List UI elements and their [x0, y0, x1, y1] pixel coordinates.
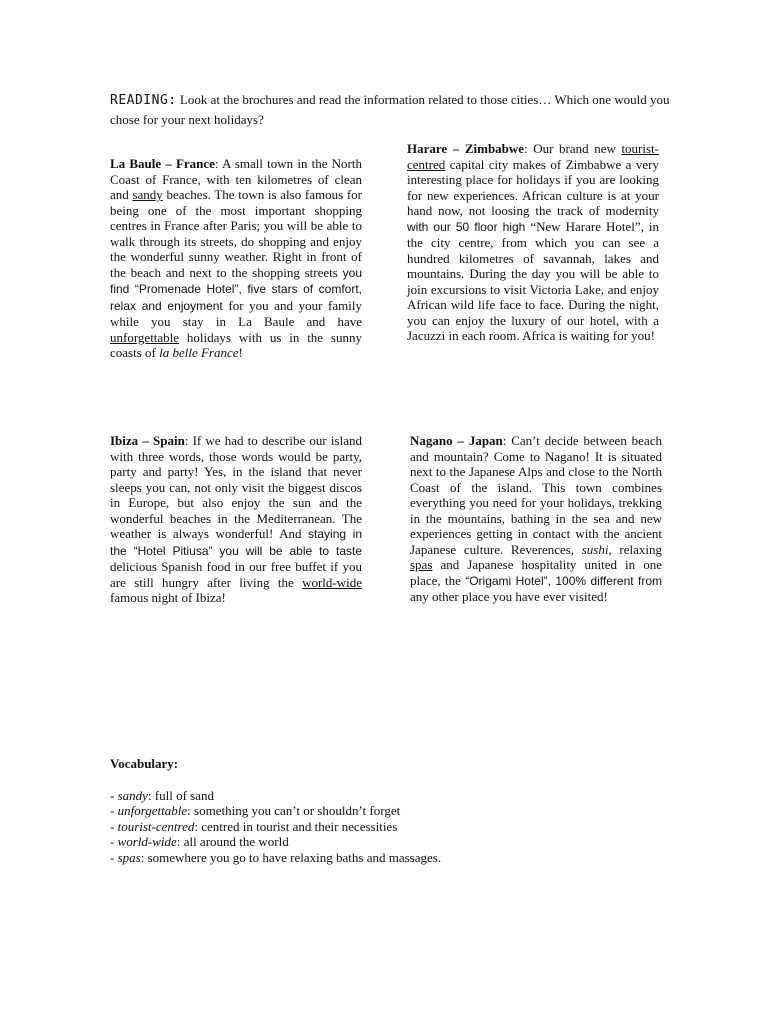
reading-instructions: [110, 90, 670, 129]
brochure-text: : A small town in the North Coast of France, with ten kilometres of clean and: [110, 156, 362, 202]
hotel-mention: staying in the “Hotel Pitiusa” you will be able to taste: [110, 527, 362, 558]
hotel-mention: with our 50 floor high: [407, 219, 526, 234]
brochure-harare: [407, 141, 659, 344]
vocabulary-item: - unforgettable: something you can’t or shouldn’t forget: [110, 803, 401, 818]
vocabulary-term: tourist-centred: [117, 818, 195, 834]
brochure-ibiza: [110, 433, 362, 606]
brochure-text: beaches. The town is also famous for being one of the most important shopping centres in France after Paris; you will be able to walk through its streets, do shopping and enjoy the wonderful sunny weather. Right in front of the beach and next to the shopping streets: [110, 187, 363, 280]
brochure-text: “New Harare Hotel”, in the city centre, from which you can see a hundred kilometres of savannah, lakes and mountains. During the day you will be able to join excursions to visit Victoria Lake, and enjoy African wild life face to face. During the night, you can enjoy the luxury of our hotel, with a Jacuzzi in each room. Africa is waiting for you!: [407, 218, 659, 343]
italic-word: sushi: [581, 541, 609, 557]
italic-phrase: la belle France: [159, 345, 239, 360]
vocab-word-tourist-centred: tourist-centred: [407, 141, 659, 172]
brochure-title: Harare – Zimbabwe: [407, 141, 525, 156]
vocabulary-item: - sandy: full of sand: [110, 787, 215, 803]
brochure-text: !: [238, 345, 243, 360]
reading-label: READING:: [110, 93, 177, 108]
brochure-text: any other place you have ever visited!: [410, 589, 608, 604]
vocabulary-definition: : full of sand: [147, 787, 215, 803]
vocabulary-term: unforgettable: [117, 803, 188, 818]
brochure-text: capital city makes of Zimbabwe a very interesting place for holidays if you are looking for new experiences. African culture is at your hand now, not loosing the track of modernity: [407, 156, 659, 218]
brochure-text: delicious Spanish food in our free buffet if you are still hungry after living the: [110, 559, 362, 590]
vocab-word-sandy: sandy: [132, 187, 163, 202]
vocabulary-item: - world-wide: all around the world: [110, 834, 289, 849]
vocabulary-term: spas: [117, 849, 141, 865]
vocabulary-section: [110, 756, 670, 865]
brochure-la-baule: [110, 156, 362, 361]
vocabulary-item: - spas: somewhere you go to have relaxing baths and massages.: [110, 849, 442, 865]
brochure-nagano: [410, 433, 662, 605]
vocabulary-definition: : somewhere you go to have relaxing baths and massages.: [140, 849, 442, 865]
vocabulary-term: sandy: [117, 787, 148, 803]
brochure-text: for you and your family while you stay in La Baule and have: [110, 297, 362, 329]
brochure-text: : Can’t decide between beach and mountain? Come to Nagano! It is situated next to the Japanese Alps and close to the North Coast of the island. This town combines everything you need for your holidays, trekking in the mountains, bathing in the sea and new experiences getting in contact with the ancient Japanese culture. Reverences,: [410, 433, 662, 557]
hotel-mention: you find “Promenade Hotel”, five stars of comfort, relax and enjoyment: [110, 265, 362, 313]
brochure-text: : If we had to describe our island with three words, those words would be party, party and party! Yes, in the island that never sleeps you can, not only visit the biggest discos in Europe, but also enjoy the sun and the wonderful beaches in the Mediterranean. The weather is always wonderful! And: [110, 433, 362, 541]
brochure-text: and Japanese hospitality united in one place, the: [410, 557, 662, 588]
brochure-title: La Baule – France: [110, 156, 215, 171]
vocabulary-definition: : something you can’t or shouldn’t forget: [187, 803, 401, 818]
vocabulary-definition: : centred in tourist and their necessities: [194, 818, 398, 834]
vocab-word-unforgettable: unforgettable: [110, 329, 180, 345]
vocabulary-definition: : all around the world: [176, 834, 289, 849]
brochure-text: famous night of Ibiza!: [110, 590, 226, 605]
brochure-title: Nagano – Japan: [410, 433, 503, 448]
brochure-title: Ibiza – Spain: [110, 433, 185, 448]
hotel-mention: “Origami Hotel”, 100% different from: [465, 573, 662, 588]
vocabulary-item: - tourist-centred: centred in tourist and their necessities: [110, 818, 398, 834]
vocab-word-spas: spas: [410, 557, 433, 572]
vocab-word-world-wide: world-wide: [302, 574, 362, 590]
reading-prompt: Look at the brochures and read the information related to those cities… Which one would you chose for your next holidays?: [110, 92, 670, 127]
vocabulary-title: Vocabulary:: [110, 756, 179, 771]
brochure-text: : Our brand new: [524, 141, 622, 156]
brochure-text: , relaxing: [608, 541, 663, 557]
vocabulary-term: world-wide: [117, 834, 177, 849]
brochure-text: holidays with us in the sunny coasts of: [110, 329, 362, 360]
vocabulary-list: [110, 788, 670, 866]
